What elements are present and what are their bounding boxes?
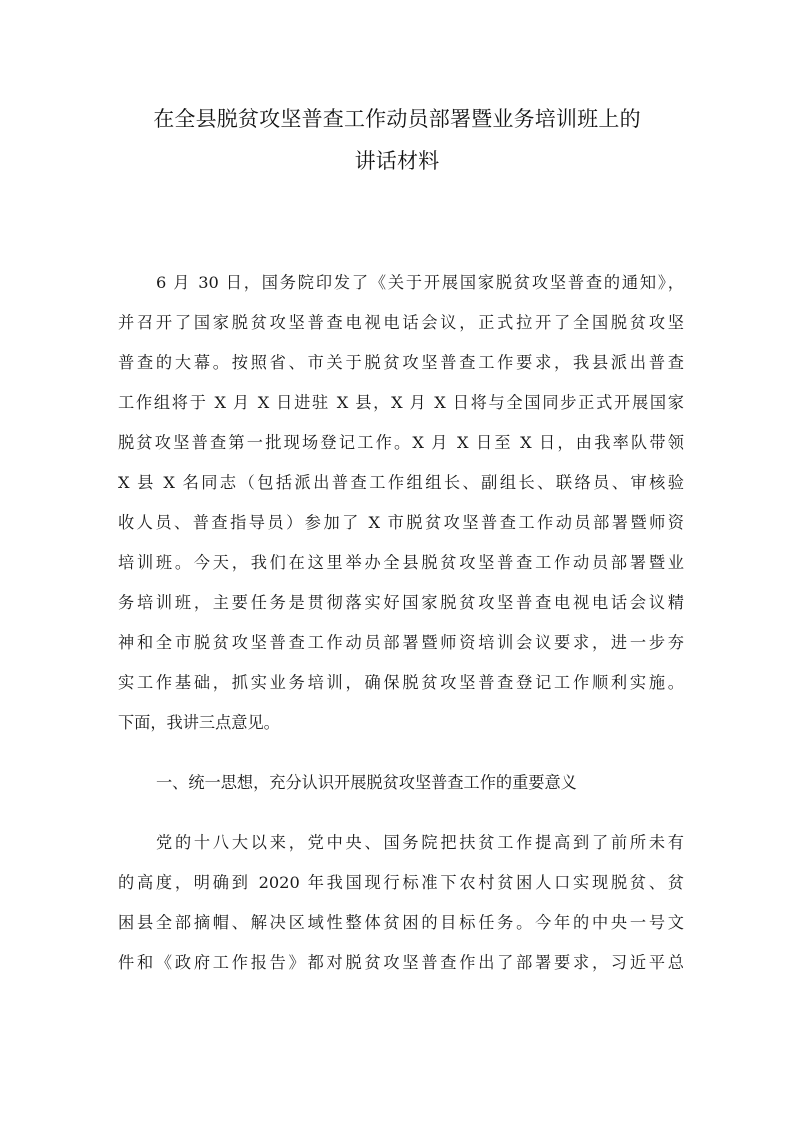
paragraph-line: 脱贫攻坚普查第一批现场登记工作。X 月 X 日至 X 日，由我率队带领 xyxy=(118,433,684,452)
paragraph-line: 件和《政府工作报告》都对脱贫攻坚普查作出了部署要求，习近平总 xyxy=(118,953,684,972)
paragraph-line: 收人员、普查指导员）参加了 X 市脱贫攻坚普查工作动员部署暨师资 xyxy=(118,513,684,532)
paragraph-line: 务培训班，主要任务是贯彻落实好国家脱贫攻坚普查电视电话会议精 xyxy=(118,593,684,612)
paragraph-line: 6 月 30 日，国务院印发了《关于开展国家脱贫攻坚普查的通知》， xyxy=(156,273,684,292)
paragraph-line: 工作组将于 X 月 X 日进驻 X 县，X 月 X 日将与全国同步正式开展国家 xyxy=(118,393,684,412)
paragraph-line: X 县 X 名同志（包括派出普查工作组组长、副组长、联络员、审核验 xyxy=(118,473,684,492)
paragraph-line: 神和全市脱贫攻坚普查工作动员部署暨师资培训会议要求，进一步夯 xyxy=(118,633,684,652)
paragraph-line: 并召开了国家脱贫攻坚普查电视电话会议，正式拉开了全国脱贫攻坚 xyxy=(118,313,684,332)
paragraph-line: 下面，我讲三点意见。 xyxy=(118,713,280,732)
paragraph-line: 培训班。今天，我们在这里举办全县脱贫攻坚普查工作动员部署暨业 xyxy=(118,553,684,572)
paragraph-line: 党的十八大以来，党中央、国务院把扶贫工作提高到了前所未有 xyxy=(156,833,684,852)
paragraph-line: 困县全部摘帽、解决区域性整体贫困的目标任务。今年的中央一号文 xyxy=(118,913,684,932)
paragraph-line: 实工作基础，抓实业务培训，确保脱贫攻坚普查登记工作顺利实施。 xyxy=(118,673,684,692)
document-title-line-2: 讲话材料 xyxy=(354,149,440,173)
section-heading: 一、统一思想，充分认识开展脱贫攻坚普查工作的重要意义 xyxy=(156,773,577,792)
document-title-line-1: 在全县脱贫攻坚普查工作动员部署暨业务培训班上的 xyxy=(153,107,641,131)
paragraph-line: 的高度，明确到 2020 年我国现行标准下农村贫困人口实现脱贫、贫 xyxy=(118,873,684,892)
paragraph-line: 普查的大幕。按照省、市关于脱贫攻坚普查工作要求，我县派出普查 xyxy=(118,353,684,372)
